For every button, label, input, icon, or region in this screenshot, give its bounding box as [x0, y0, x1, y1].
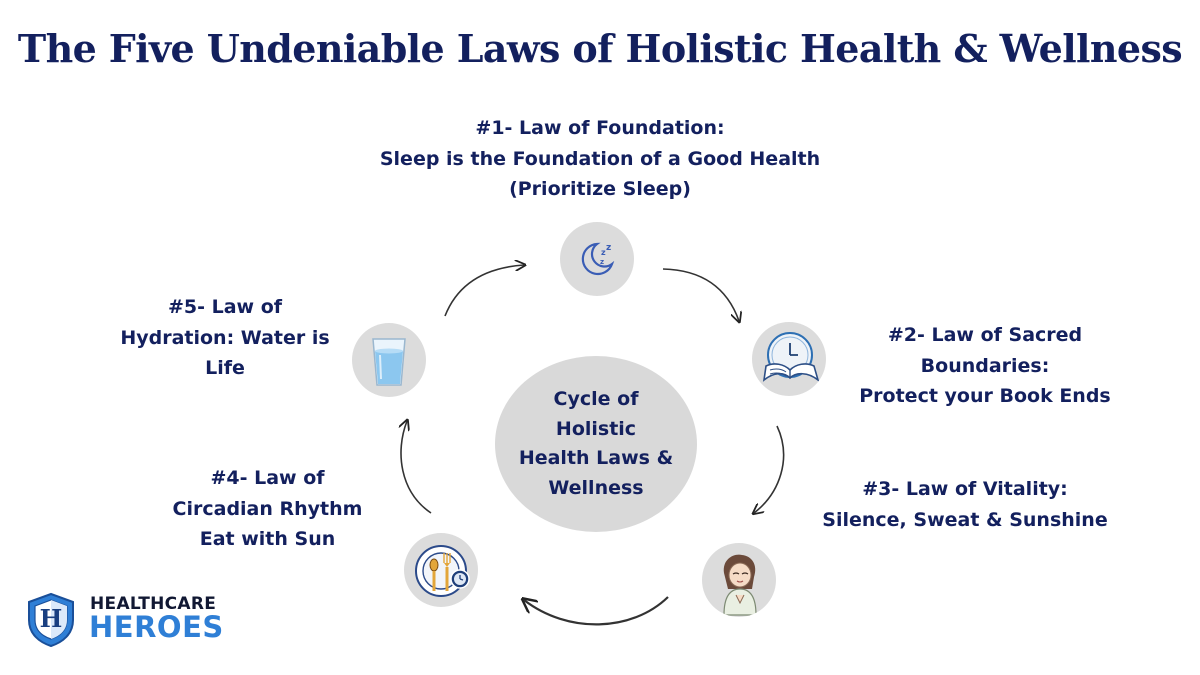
law-4-line-1: #4- Law of	[210, 467, 325, 489]
svg-text:z: z	[601, 248, 606, 257]
arrow-5-to-1	[445, 265, 524, 316]
arrow-4-to-5	[401, 421, 431, 513]
logo-text-healthcare: HEALTHCARE	[90, 594, 217, 614]
law-1-line-1: #1- Law of Foundation:	[475, 117, 725, 139]
law-1-line-2: Sleep is the Foundation of a Good Health	[379, 147, 821, 170]
clock-book-icon	[752, 322, 826, 396]
law-2-line-3: Protect your Book Ends	[859, 385, 1111, 407]
law-5-line-1: #5- Law of	[167, 296, 283, 318]
meditating-girl-icon	[702, 543, 776, 617]
center-line-4: Wellness	[548, 476, 644, 499]
law-5-line-2: Hydration: Water is	[120, 326, 330, 349]
center-line-3: Health Laws &	[518, 447, 674, 469]
center-line-2: Holistic	[555, 417, 637, 440]
law-3-line-2: Silence, Sweat & Sunshine	[822, 508, 1108, 531]
law-2-line-1: #2- Law of Sacred	[887, 324, 1083, 346]
law-5-line-3: Life	[205, 357, 245, 379]
arrow-2-to-3	[754, 426, 784, 513]
logo-text-heroes: HEROES	[89, 610, 224, 644]
healthcare-heroes-logo	[26, 592, 226, 648]
law-1-line-3: (Prioritize Sleep)	[509, 178, 691, 200]
plate-clock-icon	[404, 533, 478, 607]
water-glass-icon	[352, 323, 426, 397]
law-4-line-2: Circadian Rhythm	[172, 497, 363, 520]
law-4-line-3: Eat with Sun	[199, 528, 336, 550]
page-title: The Five Undeniable Laws of Holistic Health & Wellness	[17, 26, 1183, 71]
shield-letter: H	[39, 604, 63, 633]
law-2-line-2: Boundaries:	[920, 354, 1050, 377]
moon-sleep-icon	[560, 222, 634, 296]
svg-text:z: z	[600, 258, 605, 266]
arrow-1-to-2	[663, 269, 739, 321]
svg-text:z: z	[606, 243, 612, 253]
center-line-1: Cycle of	[553, 388, 639, 410]
law-3-line-1: #3- Law of Vitality:	[862, 478, 1068, 500]
arrow-3-to-4	[524, 597, 668, 624]
